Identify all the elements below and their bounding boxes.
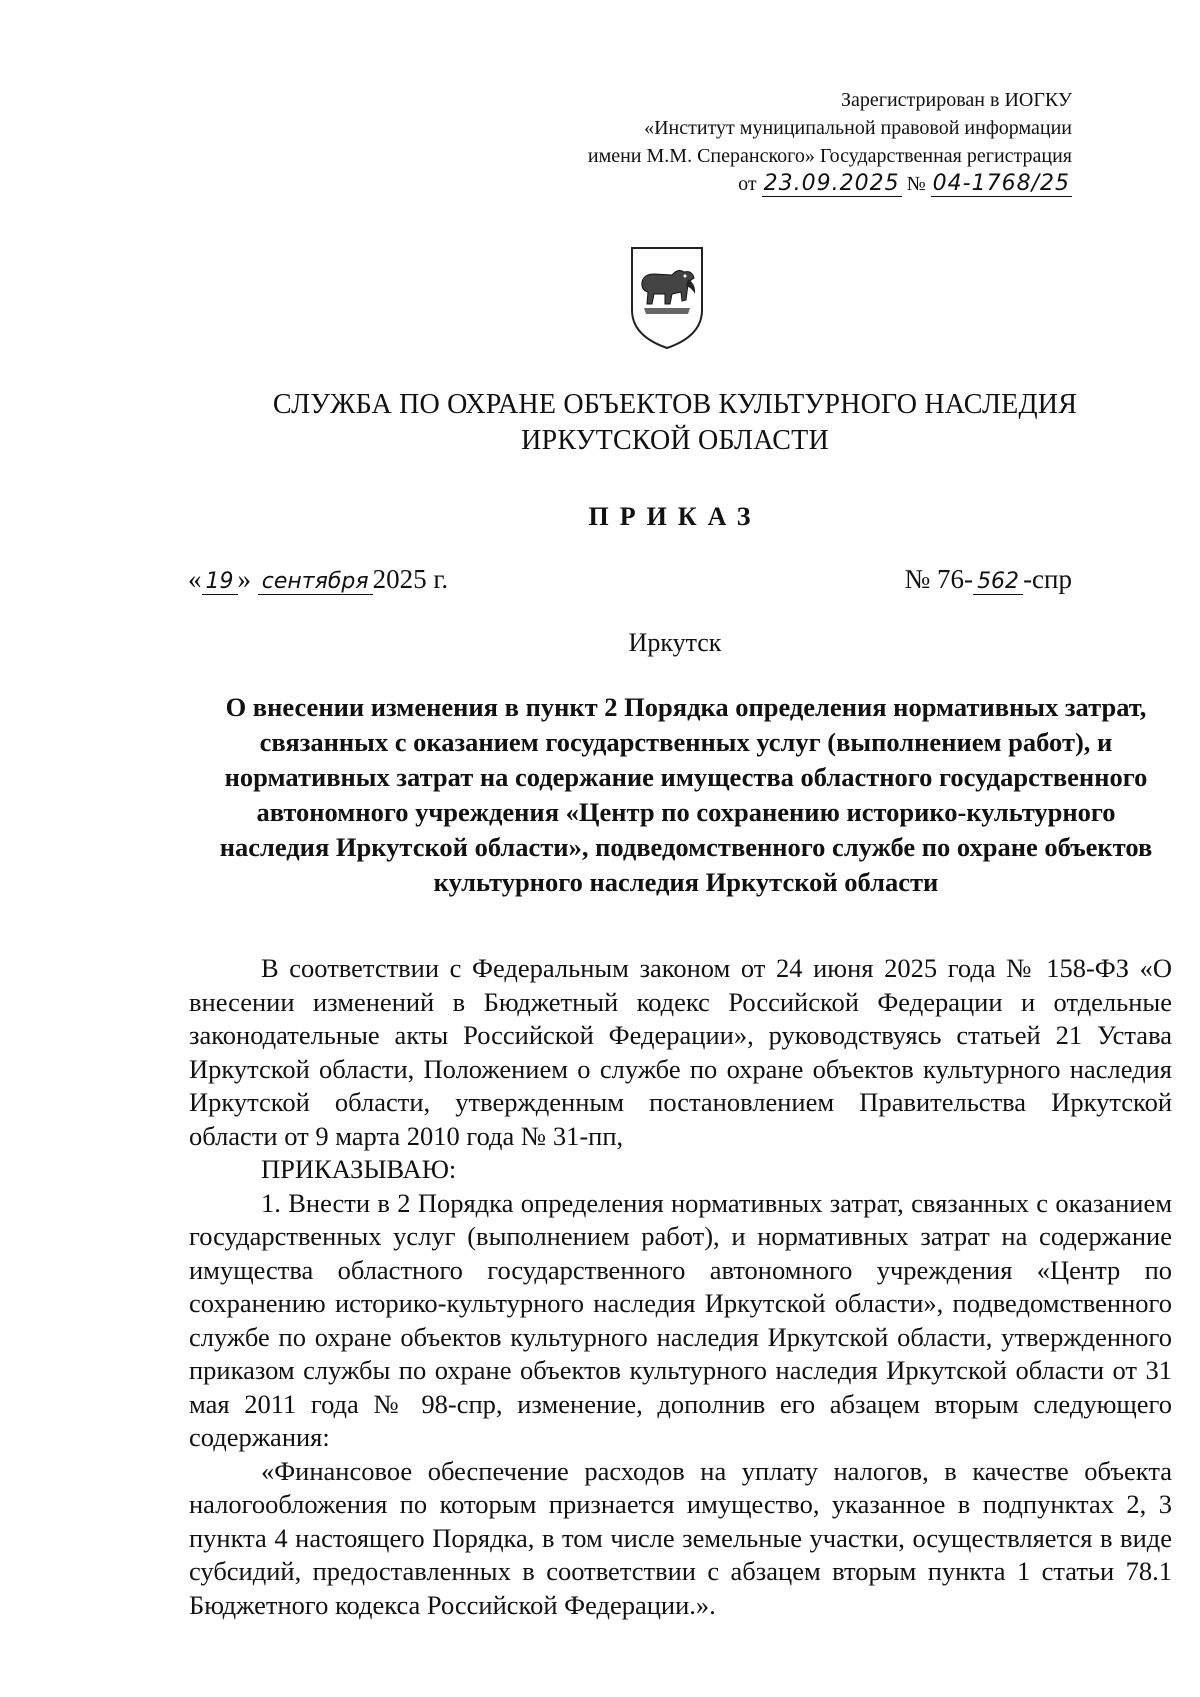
preamble-paragraph: В соответствии с Федеральным законом от 24 июня 2025 года № 158-ФЗ «О внесении изменений в Бюджетный кодекс Российской Федерации и отдельные законодательные акты Российской Федерации», руководствуясь статьей 21 Устава Иркутской области, Положением о службе по охране объектов культурного наследия Иркутской области, утвержденным постановлением Правительства Иркутской области от 9 марта 2010 года № 31-пп,: [189, 953, 1172, 1151]
coat-of-arms-icon: [628, 244, 706, 352]
registration-number-label: №: [906, 173, 926, 195]
registration-date-handwritten: 23.09.2025: [763, 171, 900, 196]
agency-name-line-1: СЛУЖБА ПО ОХРАНЕ ОБЪЕКТОВ КУЛЬТУРНОГО НАСЛЕДИЯ: [272, 389, 1078, 420]
agency-name-line-2: ИРКУТСКОЙ ОБЛАСТИ: [521, 425, 829, 456]
order-number-prefix: № 76-: [904, 564, 974, 594]
date-open-quote: «: [188, 564, 202, 594]
registration-line-3: имени М.М. Сперанского» Государственная регистрация: [587, 145, 1072, 167]
registration-stamp: [588, 86, 1072, 198]
registration-line-2: «Институт муниципальной правовой информации: [644, 117, 1072, 139]
order-number-suffix: -спр: [1023, 564, 1072, 594]
item-1-paragraph: 1. Внести в 2 Порядка определения нормативных затрат, связанных с оказанием государственных услуг (выполнением работ), и нормативных затрат на содержание имущества областного государственного автономного учреждения «Центр по сохранению историко-культурного наследия Иркутской области», подведомственного службе по охране объектов культурного наследия Иркутской области, утвержденного приказом службы по охране объектов культурного наследия Иркутской области от 31 мая 2011 года № 98-спр, изменение, дополнив его абзацем вторым следующего содержания:: [189, 1187, 1172, 1452]
order-word: ПРИКАЗЫВАЮ:: [261, 1154, 457, 1184]
registration-line-4: [588, 170, 1072, 198]
quoted-paragraph: «Финансовое обеспечение расходов на уплату налогов, в качестве объекта налогообложения по которым признается имущество, указанное в подпунктах 2, 3 пункта 4 настоящего Порядка, в том числе земельные участки, осуществляется в виде субсидий, предоставленных в соответствии с абзацем вторым пункта 1 статьи 78.1 Бюджетного кодекса Российской Федерации.».: [189, 1455, 1172, 1620]
city: Иркутск: [628, 628, 722, 657]
registration-line-1: Зарегистрирован в ИОГКУ: [841, 89, 1072, 111]
registration-from-label: от: [738, 173, 757, 195]
date-year: 2025 г.: [372, 564, 449, 594]
date-day-handwritten: 19: [202, 569, 238, 595]
document-type: ПРИКАЗ: [588, 502, 762, 531]
document-title: О внесении изменения в пункт 2 Порядка определения нормативных затрат, связанных с оказанием государственных услуг (выполнением работ), и нормативных затрат на содержание имущества областного государственного автономного учреждения «Центр по сохранению историко-культурного наследия Иркутской области», подведомственного службе по охране объектов культурного наследия Иркутской области: [219, 692, 1153, 897]
document-body: [189, 952, 1172, 1622]
order-date: [188, 562, 448, 599]
registration-number-handwritten: 04-1768/25: [932, 171, 1070, 196]
date-close-quote: »: [237, 564, 251, 594]
order-number-handwritten: 562: [973, 569, 1023, 595]
date-month-handwritten: сентября: [258, 569, 373, 595]
order-number: [905, 562, 1072, 599]
